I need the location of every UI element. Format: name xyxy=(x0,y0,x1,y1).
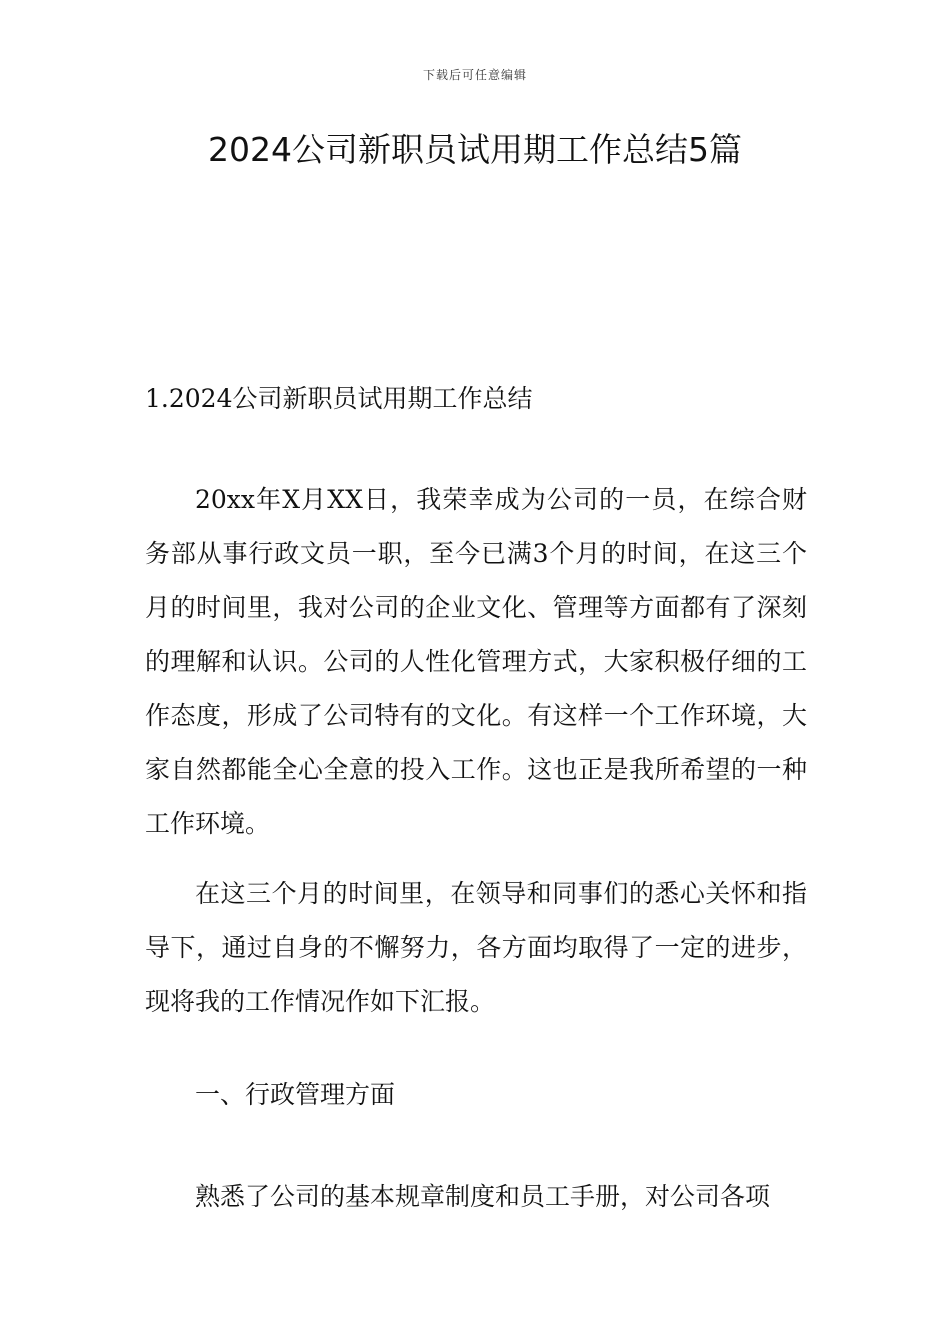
header-note: 下载后可任意编辑 xyxy=(422,68,527,82)
paragraph: 在这三个月的时间里，在领导和同事们的悉心关怀和指导下，通过自身的不懈努力，各方面均取得了一定的进步，现将我的工作情况作如下汇报。 xyxy=(145,879,807,1016)
paragraph: 20xx年X月XX日，我荣幸成为公司的一员，在综合财务部从事行政文员一职，至今已满3个月的时间，在这三个月的时间里，我对公司的企业文化、管理等方面都有了深刻的理解和认识。公司的人性化管理方式，大家积极仔细的工作态度，形成了公司特有的文化。有这样一个工作环境，大家自然都能全心全意的投入工作。这也正是我所希望的一种工作环境。 xyxy=(145,485,807,838)
paragraph: 熟悉了公司的基本规章制度和员工手册，对公司各项 xyxy=(195,1182,771,1211)
document-title: 2024公司新职员试用期工作总结5篇 xyxy=(208,130,742,169)
section-heading: 1.2024公司新职员试用期工作总结 xyxy=(145,384,533,413)
subheading: 一、行政管理方面 xyxy=(195,1080,396,1109)
